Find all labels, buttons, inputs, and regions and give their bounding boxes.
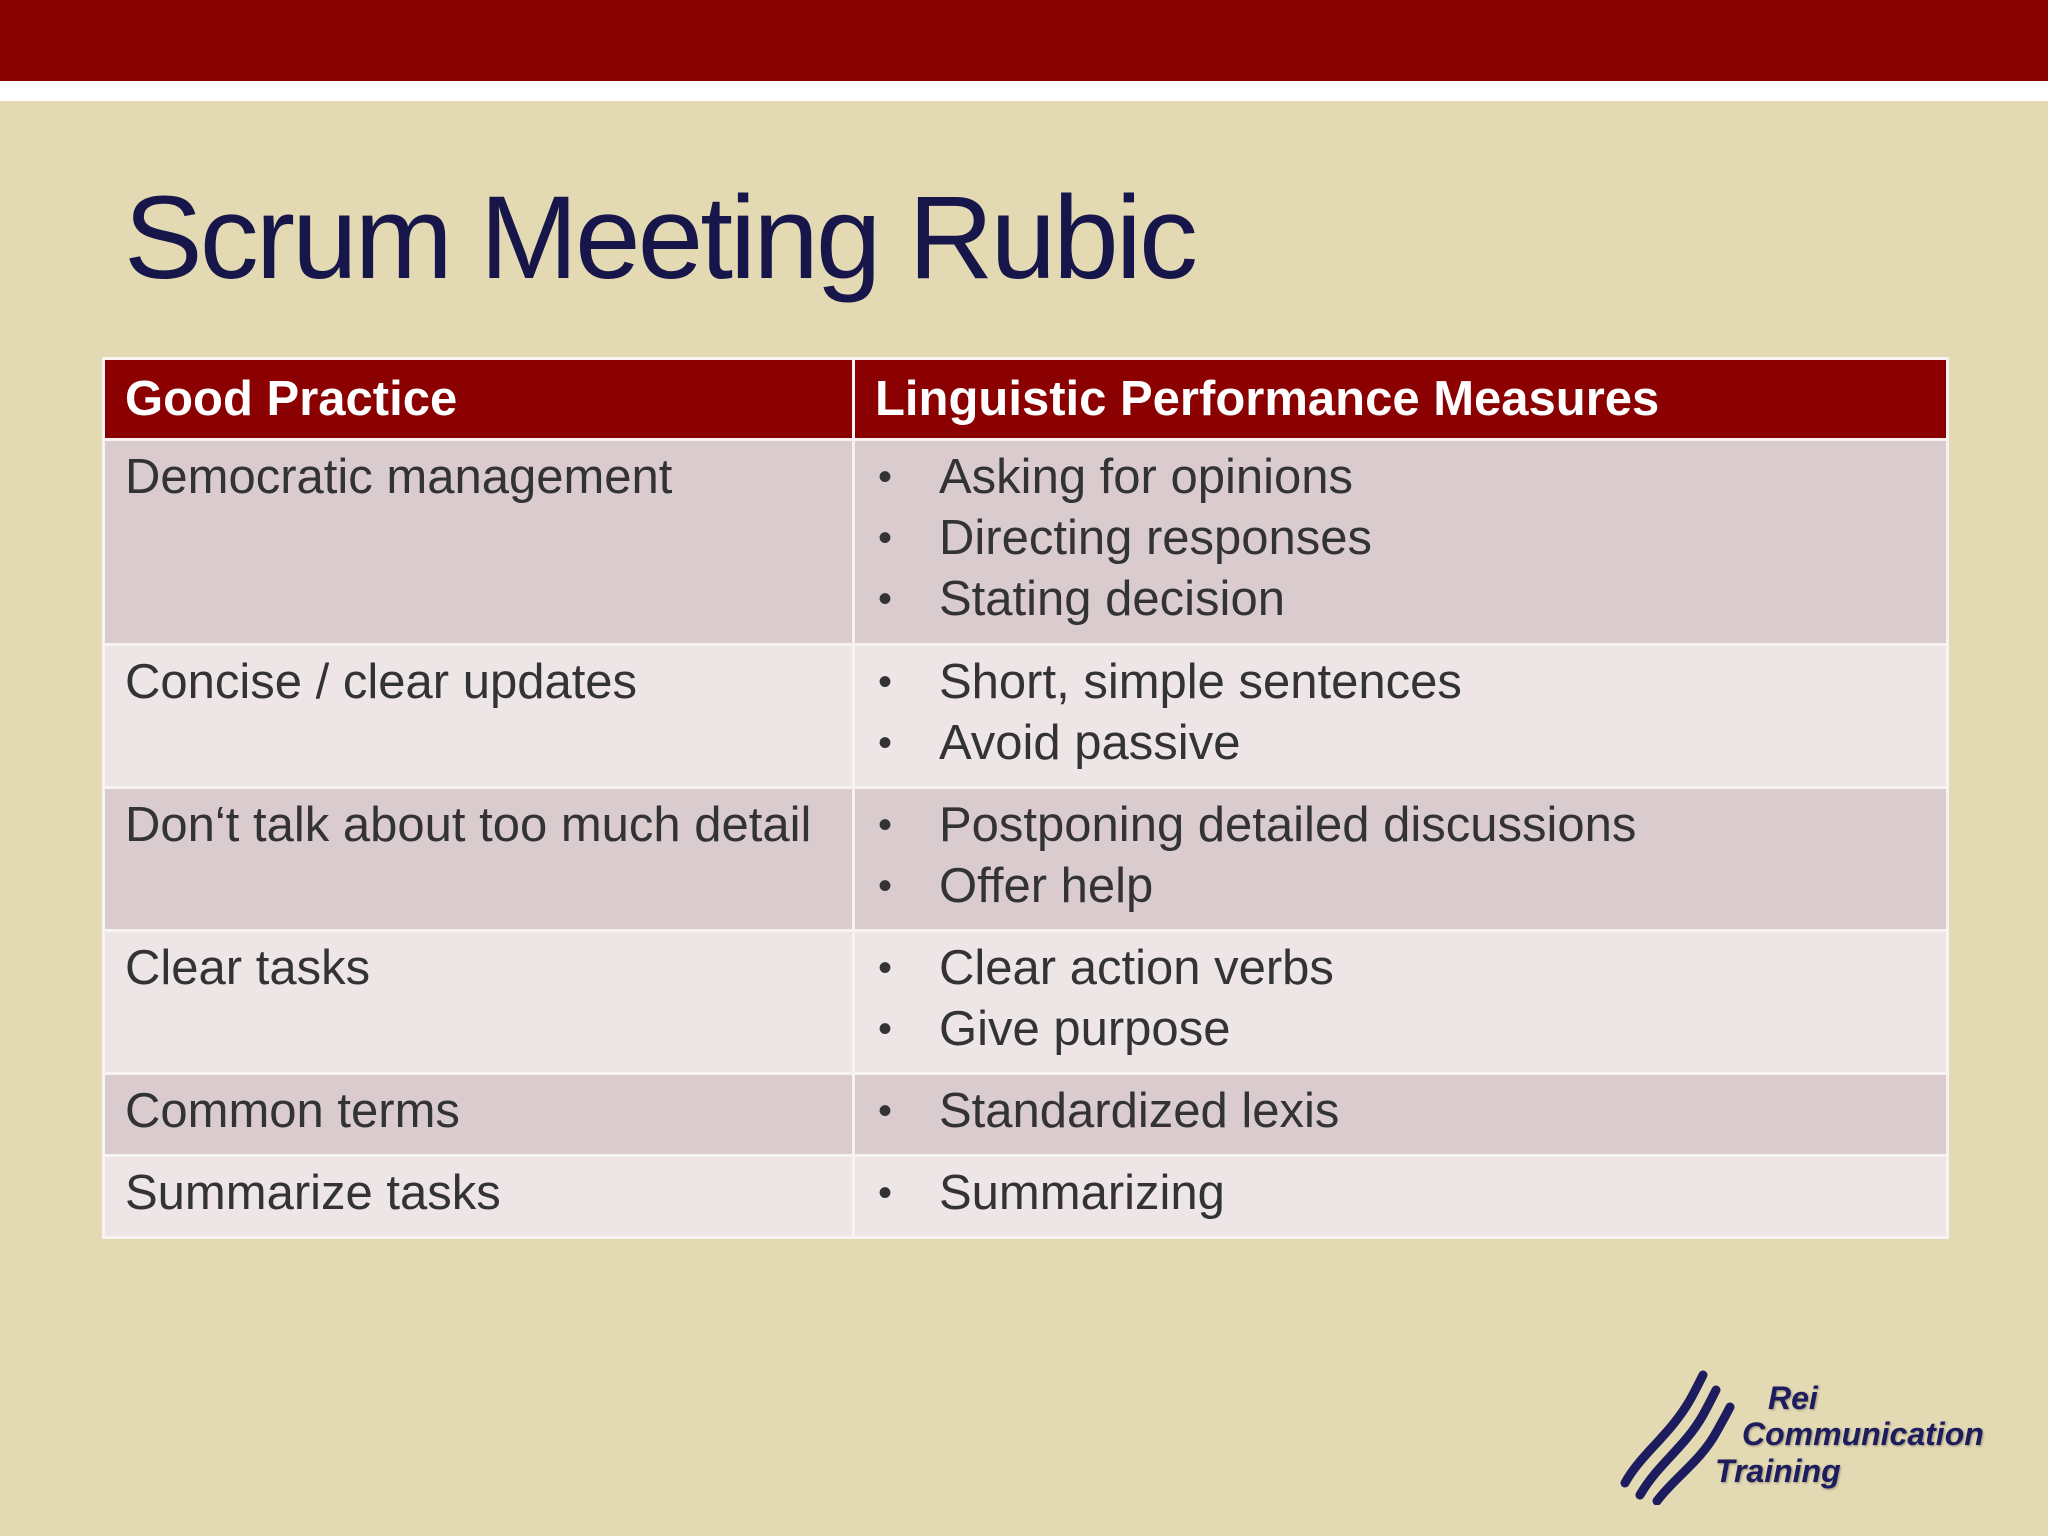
practice-cell: Concise / clear updates: [104, 645, 854, 788]
bullet-icon: •: [877, 455, 892, 499]
bullet-icon: •: [877, 516, 892, 560]
bullet-icon: •: [877, 803, 892, 847]
measures-list: [875, 789, 1926, 923]
measure-text: Summarizing: [939, 1166, 1225, 1220]
slide-title: Scrum Meeting Rubic: [124, 172, 1195, 304]
top-accent-bar: [0, 0, 2048, 81]
list-item: [875, 1163, 1926, 1224]
list-item: [875, 856, 1926, 917]
list-item: [875, 1081, 1926, 1142]
measures-cell: [854, 1074, 1948, 1156]
table-row: [104, 1074, 1948, 1156]
measure-text: Give purpose: [939, 1002, 1231, 1056]
measure-text: Offer help: [939, 859, 1154, 913]
bullet-icon: •: [877, 1007, 892, 1051]
table-row: [104, 931, 1948, 1074]
list-item: [875, 569, 1926, 630]
table-row: [104, 645, 1948, 788]
list-item: [875, 447, 1926, 508]
table-row: [104, 440, 1948, 645]
practice-cell: Summarize tasks: [104, 1156, 854, 1238]
measures-cell: [854, 645, 1948, 788]
measure-text: Short, simple sentences: [939, 655, 1462, 709]
measures-list: [875, 1075, 1926, 1148]
measures-cell: [854, 1156, 1948, 1238]
list-item: [875, 652, 1926, 713]
header-good-practice: Good Practice: [104, 359, 854, 440]
logo-text-line1: Rei: [1768, 1380, 1818, 1416]
measures-cell: [854, 931, 1948, 1074]
rubric-table: [102, 357, 1949, 1239]
bullet-icon: •: [877, 864, 892, 908]
table-row: [104, 1156, 1948, 1238]
list-item: [875, 938, 1926, 999]
measure-text: Asking for opinions: [939, 450, 1354, 504]
table-row: [104, 788, 1948, 931]
practice-cell: Common terms: [104, 1074, 854, 1156]
measures-list: [875, 441, 1926, 636]
bullet-icon: •: [877, 1171, 892, 1215]
list-item: [875, 508, 1926, 569]
measure-text: Directing responses: [939, 511, 1373, 565]
company-logo: [1615, 1365, 2015, 1505]
practice-cell: Democratic management: [104, 440, 854, 645]
bullet-icon: •: [877, 1089, 892, 1133]
bullet-icon: •: [877, 946, 892, 990]
measure-text: Stating decision: [939, 572, 1285, 626]
top-divider-stripe: [0, 81, 2048, 101]
measure-text: Standardized lexis: [939, 1084, 1340, 1138]
list-item: [875, 713, 1926, 774]
logo-text-line2: Communication: [1742, 1416, 1984, 1452]
measures-list: [875, 646, 1926, 780]
measures-cell: [854, 440, 1948, 645]
list-item: [875, 999, 1926, 1060]
practice-cell: Clear tasks: [104, 931, 854, 1074]
practice-cell: Don‘t talk about too much detail: [104, 788, 854, 931]
header-linguistic-measures: Linguistic Performance Measures: [854, 359, 1948, 440]
measure-text: Avoid passive: [939, 716, 1241, 770]
logo-text-line3: Training: [1715, 1453, 1841, 1489]
bullet-icon: •: [877, 660, 892, 704]
measures-list: [875, 1157, 1926, 1230]
measure-text: Postponing detailed discussions: [939, 798, 1637, 852]
bullet-icon: •: [877, 721, 892, 765]
bullet-icon: •: [877, 577, 892, 621]
measures-list: [875, 932, 1926, 1066]
measure-text: Clear action verbs: [939, 941, 1334, 995]
list-item: [875, 795, 1926, 856]
measures-cell: [854, 788, 1948, 931]
table-header-row: [104, 359, 1948, 440]
